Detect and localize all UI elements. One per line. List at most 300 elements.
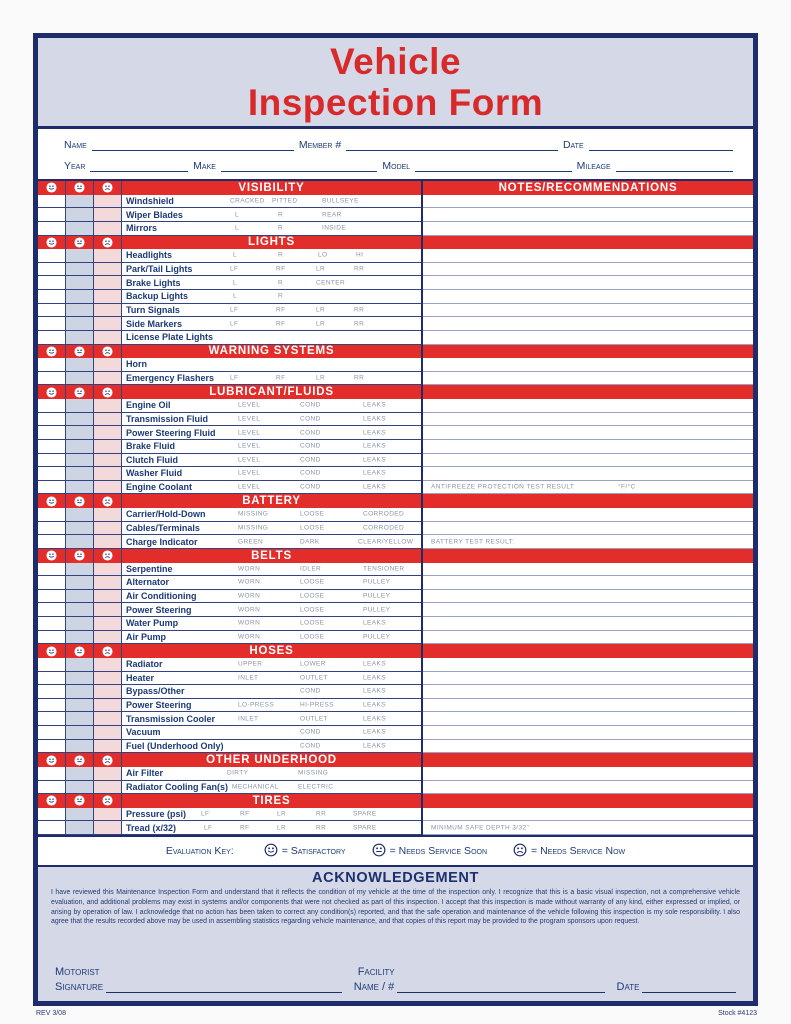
notes-cell[interactable] [423,740,753,754]
option-label[interactable]: RR [354,320,365,328]
option-label[interactable]: CLEAR/YELLOW [358,538,414,546]
option-label[interactable]: LEVEL [238,415,261,423]
option-label[interactable]: LEAKS [363,429,386,437]
check-cell[interactable] [66,781,94,794]
check-cell[interactable] [38,658,66,671]
option-label[interactable]: LEVEL [238,429,261,437]
option-label[interactable]: LOOSE [300,606,325,614]
option-label[interactable]: LEVEL [238,401,261,409]
option-label[interactable]: LR [277,824,287,832]
option-label[interactable]: SPARE [353,810,377,818]
check-cell[interactable] [94,426,122,439]
check-cell[interactable] [66,208,94,221]
check-cell[interactable] [94,590,122,603]
notes-cell[interactable] [423,195,753,209]
check-cell[interactable] [38,276,66,289]
notes-cell[interactable] [423,317,753,331]
inspection-row [38,304,753,318]
check-cell[interactable] [38,454,66,467]
check-cell[interactable] [94,467,122,480]
check-cell[interactable] [66,522,94,535]
option-label[interactable]: COND [300,401,321,409]
check-cell[interactable] [66,440,94,453]
check-cell[interactable] [38,631,66,644]
option-label[interactable]: LF [230,265,239,273]
option-label[interactable]: R [278,292,284,300]
check-cell[interactable] [94,440,122,453]
member-number-field[interactable] [346,139,558,151]
check-cell[interactable] [94,249,122,262]
section-title: BELTS [251,549,292,562]
check-cell[interactable] [38,672,66,685]
sad-face-icon [94,794,122,808]
check-cell[interactable] [66,535,94,548]
option-label[interactable]: WORN [238,578,261,586]
option-label[interactable]: COND [300,429,321,437]
option-label[interactable]: LEAKS [363,715,386,723]
option-label[interactable]: LEAKS [363,483,386,491]
option-label[interactable]: COND [300,469,321,477]
option-label[interactable]: BULLSEYE [322,197,359,205]
option-label[interactable]: LOOSE [300,510,325,518]
sad-face-icon [94,753,122,767]
option-label[interactable]: PULLEY [363,606,391,614]
notes-cell[interactable] [423,781,753,795]
option-label[interactable]: WORN [238,606,261,614]
option-label[interactable]: RF [276,265,286,273]
option-label[interactable]: ELECTRIC [298,783,334,791]
date-field[interactable] [589,139,733,151]
option-label[interactable]: PULLEY [363,578,391,586]
option-label[interactable]: COND [300,687,321,695]
option-label[interactable]: LEAKS [363,469,386,477]
option-label[interactable]: R [278,251,284,259]
notes-cell[interactable] [423,276,753,290]
check-cell[interactable] [94,508,122,521]
item-label: Turn Signals [126,304,180,315]
option-label[interactable]: L [233,279,238,287]
option-label[interactable]: RF [240,824,250,832]
notes-cell[interactable] [423,372,753,386]
check-cell[interactable] [38,304,66,317]
check-cell[interactable] [38,740,66,753]
check-cell[interactable] [94,781,122,794]
check-cell[interactable] [38,195,66,208]
check-cell[interactable] [94,276,122,289]
notes-cell[interactable] [423,603,753,617]
option-label[interactable]: RR [354,374,365,382]
option-label[interactable]: IDLER [300,565,322,573]
inspection-table [38,179,753,835]
check-cell[interactable] [94,481,122,494]
option-label[interactable]: LEVEL [238,442,261,450]
option-label[interactable]: COND [300,456,321,464]
check-cell[interactable] [66,413,94,426]
notes-cell[interactable] [423,426,753,440]
check-cell[interactable] [38,699,66,712]
option-label[interactable]: HI [356,251,364,259]
option-label[interactable]: LOOSE [300,524,325,532]
inspection-row [38,617,753,631]
option-label[interactable]: COND [300,442,321,450]
notes-cell[interactable] [423,767,753,781]
option-label[interactable]: LF [204,824,213,832]
option-label[interactable]: RR [354,265,365,273]
check-cell[interactable] [38,603,66,616]
check-cell[interactable] [94,399,122,412]
notes-cell[interactable] [423,535,753,549]
option-label[interactable]: HI-PRESS [300,701,334,709]
option-label[interactable]: LOOSE [300,619,325,627]
option-label[interactable]: RR [316,810,327,818]
option-label[interactable]: LEAKS [363,456,386,464]
check-cell[interactable] [38,821,66,834]
option-label[interactable]: LEAKS [363,674,386,682]
check-cell[interactable] [94,535,122,548]
check-cell[interactable] [94,726,122,739]
year-field[interactable] [90,160,188,172]
check-cell[interactable] [66,767,94,780]
happy-face-icon [38,549,66,563]
option-label[interactable]: WORN [238,619,261,627]
check-cell[interactable] [38,576,66,589]
option-label[interactable]: MISSING [298,769,329,777]
check-cell[interactable] [94,603,122,616]
mileage-field[interactable] [616,160,733,172]
check-cell[interactable] [38,413,66,426]
check-cell[interactable] [38,808,66,821]
option-label[interactable]: MECHANICAL [232,783,279,791]
check-cell[interactable] [66,263,94,276]
check-cell[interactable] [38,781,66,794]
option-label[interactable]: WORN [238,592,261,600]
option-label[interactable]: LF [230,320,239,328]
check-cell[interactable] [38,617,66,630]
make-field[interactable] [221,160,377,172]
check-cell[interactable] [94,767,122,780]
name-field[interactable] [92,139,294,151]
check-cell[interactable] [66,331,94,344]
check-cell[interactable] [38,290,66,303]
option-label[interactable]: MISSING [238,524,269,532]
check-cell[interactable] [94,290,122,303]
check-cell[interactable] [66,808,94,821]
notes-cell[interactable] [423,399,753,413]
check-cell[interactable] [94,672,122,685]
notes-cell[interactable] [423,413,753,427]
check-cell[interactable] [94,331,122,344]
check-cell[interactable] [66,563,94,576]
check-cell[interactable] [94,658,122,671]
check-cell[interactable] [94,304,122,317]
option-label[interactable]: INLET [238,715,259,723]
check-cell[interactable] [66,222,94,235]
check-cell[interactable] [38,563,66,576]
option-label[interactable]: LR [316,320,326,328]
option-label[interactable]: L [233,251,238,259]
check-cell[interactable] [94,208,122,221]
mileage-label: Mileage [576,159,611,172]
notes-cell[interactable] [423,467,753,481]
check-cell[interactable] [66,358,94,371]
check-cell[interactable] [38,358,66,371]
check-cell[interactable] [94,617,122,630]
check-cell[interactable] [66,304,94,317]
option-label[interactable]: LEVEL [238,469,261,477]
check-cell[interactable] [94,821,122,834]
option-label[interactable]: LOOSE [300,633,325,641]
check-cell[interactable] [38,208,66,221]
facility-name-line[interactable] [397,980,604,993]
check-cell[interactable] [66,481,94,494]
option-label[interactable]: RF [240,810,250,818]
check-cell[interactable] [38,317,66,330]
option-label[interactable]: DARK [300,538,320,546]
notes-cell[interactable] [423,658,753,672]
check-cell[interactable] [66,372,94,385]
check-cell[interactable] [66,672,94,685]
check-cell[interactable] [94,631,122,644]
check-cell[interactable] [66,631,94,644]
notes-cell[interactable] [423,699,753,713]
check-cell[interactable] [38,372,66,385]
option-label[interactable]: RF [276,374,286,382]
check-cell[interactable] [94,699,122,712]
check-cell[interactable] [94,576,122,589]
check-cell[interactable] [38,712,66,725]
option-label[interactable]: LR [316,265,326,273]
notes-cell[interactable] [423,249,753,263]
item-label: Brake Lights [126,277,181,288]
option-label[interactable]: LOOSE [300,578,325,586]
item-label: Horn [126,359,147,370]
check-cell[interactable] [66,658,94,671]
option-label[interactable]: RR [354,306,365,314]
check-cell[interactable] [38,726,66,739]
check-cell[interactable] [38,685,66,698]
check-cell[interactable] [66,508,94,521]
option-label[interactable]: LOOSE [300,592,325,600]
option-label[interactable]: PULLEY [363,633,391,641]
option-label[interactable]: WORN [238,565,261,573]
option-label[interactable]: UPPER [238,660,263,668]
check-cell[interactable] [38,399,66,412]
notes-cell[interactable] [423,304,753,318]
option-label[interactable]: LEAKS [363,687,386,695]
check-cell[interactable] [94,454,122,467]
option-label[interactable]: COND [300,415,321,423]
check-cell[interactable] [66,685,94,698]
option-label[interactable]: LEVEL [238,483,261,491]
option-label[interactable]: OUTLET [300,674,329,682]
check-cell[interactable] [66,712,94,725]
check-cell[interactable] [38,535,66,548]
check-cell[interactable] [38,222,66,235]
inspection-row [38,454,753,468]
notes-cell[interactable] [423,563,753,577]
option-label[interactable]: LR [277,810,287,818]
check-cell[interactable] [94,263,122,276]
check-cell[interactable] [66,249,94,262]
option-label[interactable]: LEAKS [363,442,386,450]
option-label[interactable]: LEAKS [363,742,386,750]
check-cell[interactable] [94,195,122,208]
check-cell[interactable] [66,467,94,480]
option-label[interactable]: DIRTY [227,769,249,777]
notes-cell[interactable] [423,631,753,645]
notes-cell[interactable] [423,685,753,699]
check-cell[interactable] [94,685,122,698]
check-cell[interactable] [66,590,94,603]
option-label[interactable]: L [233,292,238,300]
sad-face-icon [94,181,122,195]
check-cell[interactable] [66,399,94,412]
check-cell[interactable] [94,413,122,426]
option-label[interactable]: SPARE [353,824,377,832]
option-label[interactable]: COND [300,728,321,736]
option-label[interactable]: PITTED [272,197,298,205]
notes-cell[interactable] [423,290,753,304]
option-label[interactable]: R [278,279,284,287]
motorist-signature-line[interactable] [106,980,342,993]
check-cell[interactable] [94,808,122,821]
check-cell[interactable] [66,195,94,208]
check-cell[interactable] [38,767,66,780]
check-cell[interactable] [66,740,94,753]
notes-cell[interactable] [423,263,753,277]
option-label[interactable]: CENTER [316,279,346,287]
notes-cell[interactable] [423,358,753,372]
option-label[interactable]: OUTLET [300,715,329,723]
option-label[interactable]: L [235,224,240,232]
notes-cell[interactable] [423,672,753,686]
option-label[interactable]: MISSING [238,510,269,518]
check-cell[interactable] [66,290,94,303]
item-label: Transmission Fluid [126,413,209,424]
check-cell[interactable] [94,358,122,371]
option-label[interactable]: LEAKS [363,728,386,736]
check-cell[interactable] [66,317,94,330]
item-label: Tread (x/32) [126,822,177,833]
option-label[interactable]: LEAKS [363,660,386,668]
option-label[interactable]: LF [230,306,239,314]
check-cell[interactable] [38,467,66,480]
option-label[interactable]: RR [316,824,327,832]
notes-cell[interactable] [423,454,753,468]
option-label[interactable]: LEAKS [363,415,386,423]
happy-face-icon [38,385,66,399]
check-cell[interactable] [38,263,66,276]
neutral-face-icon [372,843,386,860]
notes-cell[interactable] [423,440,753,454]
check-cell[interactable] [66,576,94,589]
check-cell[interactable] [38,508,66,521]
check-cell[interactable] [38,481,66,494]
check-cell[interactable] [38,440,66,453]
option-label[interactable]: COND [300,483,321,491]
option-label[interactable]: R [278,211,284,219]
check-cell[interactable] [66,821,94,834]
check-cell[interactable] [38,522,66,535]
check-cell[interactable] [66,426,94,439]
notes-cell[interactable] [423,712,753,726]
check-cell[interactable] [94,740,122,753]
option-label[interactable]: R [278,224,284,232]
option-label[interactable]: REAR [322,211,342,219]
option-label[interactable]: LEVEL [238,456,261,464]
notes-cell[interactable] [423,726,753,740]
member-number-label: Member # [298,138,342,151]
option-label[interactable]: LEAKS [363,701,386,709]
option-label[interactable]: TENSIONER [363,565,405,573]
option-label[interactable]: LOWER [300,660,326,668]
option-label[interactable]: CORRODED [363,510,405,518]
check-cell[interactable] [66,454,94,467]
option-label[interactable]: INLET [238,674,259,682]
option-label[interactable]: LF [201,810,210,818]
option-label[interactable]: GREEN [238,538,264,546]
check-cell[interactable] [66,699,94,712]
option-label[interactable]: LF [230,374,239,382]
check-cell[interactable] [94,317,122,330]
check-cell[interactable] [38,331,66,344]
option-label[interactable]: L [235,211,240,219]
check-cell[interactable] [38,249,66,262]
check-cell[interactable] [66,617,94,630]
option-label[interactable]: RF [276,306,286,314]
signature-date-line[interactable] [642,980,736,993]
check-cell[interactable] [66,276,94,289]
option-label[interactable]: WORN [238,633,261,641]
notes-cell[interactable] [423,331,753,345]
check-cell[interactable] [38,590,66,603]
notes-cell[interactable] [423,208,753,222]
notes-cell[interactable] [423,222,753,236]
check-cell[interactable] [38,426,66,439]
notes-cell[interactable] [423,821,753,835]
option-label[interactable]: LO [318,251,328,259]
notes-cell[interactable] [423,617,753,631]
model-field[interactable] [415,160,571,172]
option-label[interactable]: INSIDE [322,224,347,232]
notes-cell[interactable] [423,808,753,822]
notes-cell[interactable] [423,481,753,495]
option-label[interactable]: LR [316,306,326,314]
notes-cell[interactable] [423,508,753,522]
check-cell[interactable] [66,726,94,739]
check-cell[interactable] [66,603,94,616]
option-label[interactable]: CORRODED [363,524,405,532]
option-label[interactable]: LEAKS [363,401,386,409]
notes-cell[interactable] [423,522,753,536]
notes-cell[interactable] [423,590,753,604]
option-label[interactable]: COND [300,742,321,750]
check-cell[interactable] [94,522,122,535]
notes-cell[interactable] [423,576,753,590]
check-cell[interactable] [94,222,122,235]
option-label[interactable]: LO-PRESS [238,701,275,709]
check-cell[interactable] [94,372,122,385]
option-label[interactable]: LR [316,374,326,382]
option-label[interactable]: RF [276,320,286,328]
motorist-signature-group [55,966,342,993]
section-title: HOSES [249,645,294,658]
check-cell[interactable] [94,563,122,576]
check-cell[interactable] [94,712,122,725]
option-label[interactable]: PULLEY [363,592,391,600]
option-label[interactable]: CRACKED [230,197,265,205]
option-label[interactable]: LEAKS [363,619,386,627]
